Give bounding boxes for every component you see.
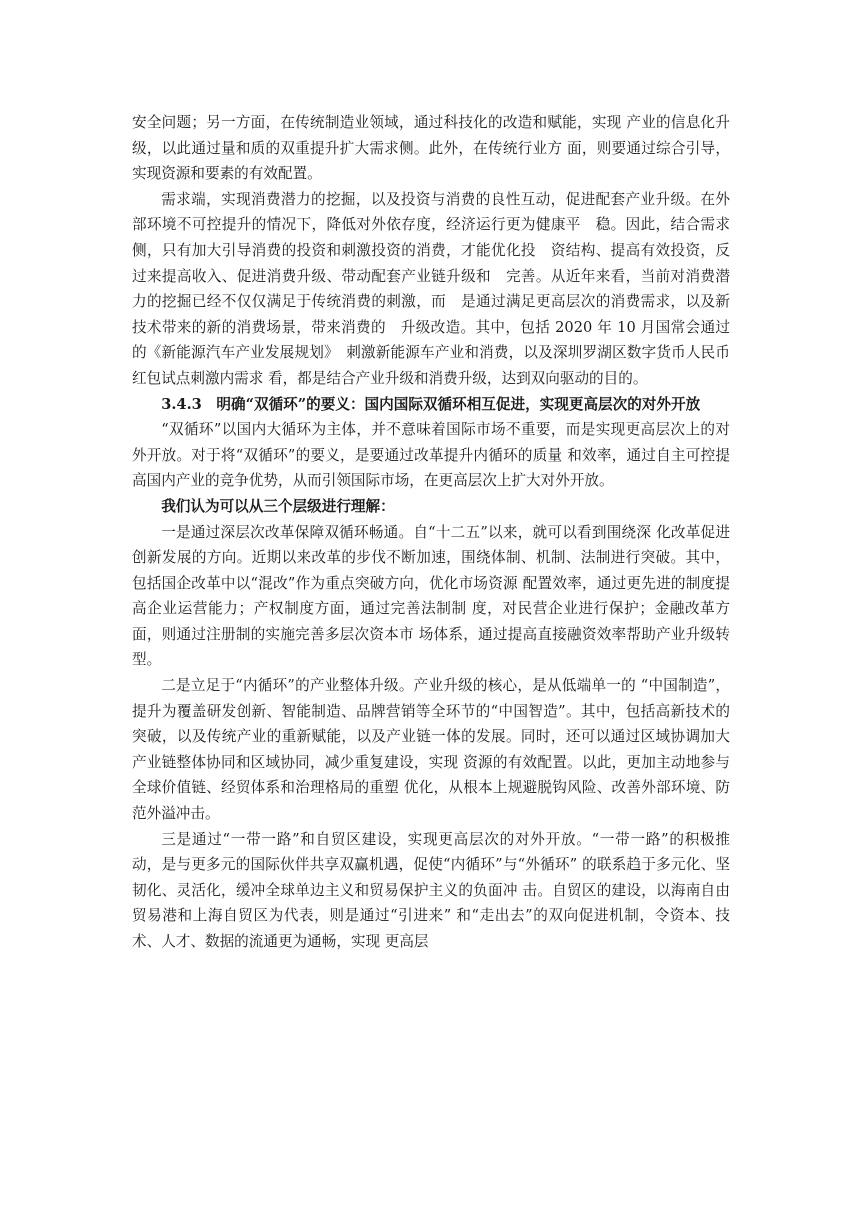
section-heading-3-4-3: 3.4.3 明确“双循环”的要义：国内国际双循环相互促进，实现更高层次的对外开放 [161, 395, 701, 413]
paragraph-level-three-opening-up: 三是通过“一带一路”和自贸区建设，实现更高层次的对外开放。“一带一路”的积极推动，是与更多元的国际伙伴共享双赢机遇，促使“内循环”与“外循环” 的联系趋于多元化、坚韧化、灵活化，缓冲全球单边主义和贸易保护主义的负面冲 击。自贸区的建设，以海南自由贸易港和上海自贸区为代表，则是通过“引进来” 和“走出去”的双向促进机制，令资本、技术、人才、数据的流通更为通畅，实现 更高层 [132, 830, 730, 950]
paragraph-level-one-reform: 一是通过深层次改革保障双循环畅通。自“十二五”以来，就可以看到围绕深 化改革促进创新发展的方向。近期以来改革的步伐不断加速，围绕体制、机制、法制进行突破。其中，包括国企改革中以“混改”作为重点突破方向，优化市场资源 配置效率，通过更先进的制度提高企业运营能力；产权制度方面，通过完善法制制 度，对民营企业进行保护；金融改革方面，则通过注册制的实施完善多层次资本市 场体系，通过提高直接融资效率帮助产业升级转型。 [132, 523, 730, 669]
paragraph-level-two-industry-upgrade: 二是立足于“内循环”的产业整体升级。产业升级的核心，是从低端单一的 “中国制造”，提升为覆盖研发创新、智能制造、品牌营销等全环节的“中国智造”。其中，包括高新技术的突破，以及传统产业的重新赋能，以及产业链一体的发展。同时，还可以通过区域协调加大产业链整体协同和区域协同，减少重复建设，实现 资源的有效配置。以此，更加主动地参与全球价值链、经贸体系和治理格局的重塑 优化，从根本上规避脱钩风险、改善外部环境、防范外溢冲击。 [132, 677, 730, 823]
paragraph-demand-side: 需求端，实现消费潜力的挖掘，以及投资与消费的良性互动，促进配套产业升级。在外部环境不可控提升的情况下，降低对外依存度，经济运行更为健康平 稳。因此，结合需求侧，只有加大引导消费的投资和刺激投资的消费，才能优化投 资结构、提高有效投资，反过来提高收入、促进消费升级、带动配套产业链升级和 完善。从近年来看，当前对消费潜力的挖掘已经不仅仅满足于传统消费的刺激，而 是通过满足更高层次的消费需求，以及新技术带来的新的消费场景，带来消费的 升级改造。其中，包括 2020 年 10 月国常会通过的《新能源汽车产业发展规划》 刺激新能源车产业和消费，以及深圳罗湖区数字货币人民币红包试点刺激内需求 看，都是结合产业升级和消费升级，达到双向驱动的目的。 [132, 190, 730, 387]
paragraph-dual-circulation-meaning: “双循环”以国内大循环为主体，并不意味着国际市场不重要，而是实现更高层次上的对外开放。对于将“双循环”的要义，是要通过改革提升内循环的质量 和效率，通过自主可控提高国内产业的竞争优势，从而引领国际市场，在更高层次上扩大对外开放。 [132, 421, 730, 490]
paragraph-supply-side-continuation: 安全问题；另一方面，在传统制造业领域，通过科技化的改造和赋能，实现 产业的信息化升级，以此通过量和质的双重提升扩大需求侧。此外，在传统行业方 面，则要通过综合引导，实现资源和要素的有效配置。 [132, 114, 730, 183]
document-page [132, 110, 730, 955]
paragraph-three-levels-lead: 我们认为可以从三个层级进行理解： [161, 497, 395, 515]
